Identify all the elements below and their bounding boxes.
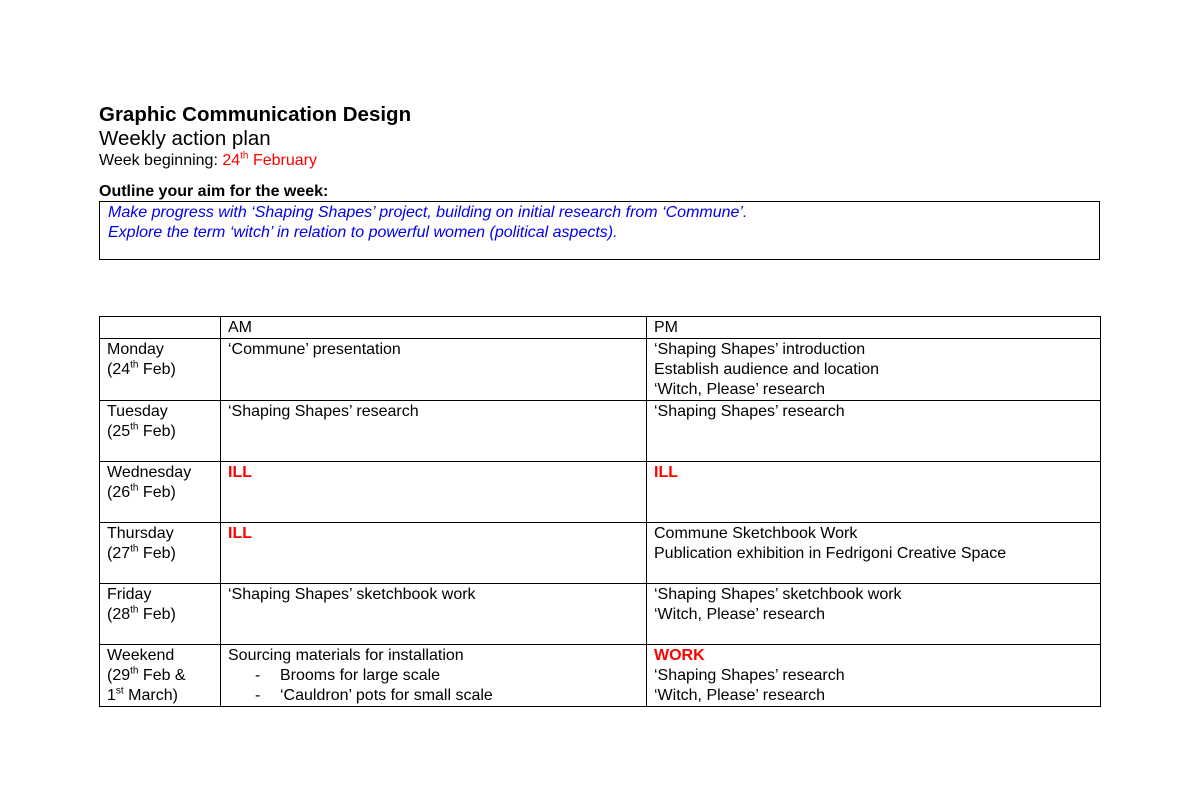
day-cell: Weekend (29th Feb & 1st March) [100, 645, 221, 707]
aim-box [99, 201, 1100, 260]
table-row [100, 523, 1101, 584]
table-row [100, 645, 1101, 707]
pm-cell: ‘Shaping Shapes’ sketchbook work ‘Witch, Please’ research [647, 584, 1101, 645]
ill-flag: ILL [228, 525, 252, 542]
day-cell: Monday (24th Feb) [100, 339, 221, 401]
aim-label: Outline your aim for the week: [99, 183, 329, 200]
ill-flag: ILL [654, 464, 678, 481]
am-cell [221, 462, 647, 523]
page-subtitle: Weekly action plan [99, 127, 271, 150]
pm-cell [647, 462, 1101, 523]
pm-cell: Commune Sketchbook Work Publication exhibition in Fedrigoni Creative Space [647, 523, 1101, 584]
aim-line: Explore the term ‘witch’ in relation to powerful women (political aspects). [108, 224, 618, 241]
am-cell: Sourcing materials for installation - Brooms for large scale - ‘Cauldron’ pots for small scale [221, 645, 647, 707]
am-cell: ‘Shaping Shapes’ research [221, 401, 647, 462]
day-cell: Friday (28th Feb) [100, 584, 221, 645]
aim-line: Make progress with ‘Shaping Shapes’ project, building on initial research from ‘Commune’. [108, 204, 748, 221]
pm-cell: ‘Shaping Shapes’ introduction Establish audience and location ‘Witch, Please’ research [647, 339, 1101, 401]
am-cell [221, 523, 647, 584]
table-row [100, 339, 1101, 401]
table-row [100, 462, 1101, 523]
am-cell: ‘Commune’ presentation [221, 339, 647, 401]
table-header-row [100, 317, 1101, 339]
header-cell-day [100, 317, 221, 339]
document-header [99, 103, 1100, 260]
header-cell-pm: PM [647, 317, 1101, 339]
ill-flag: ILL [228, 464, 252, 481]
weekly-plan-table [99, 316, 1101, 707]
pm-cell: ‘Shaping Shapes’ research [647, 401, 1101, 462]
pm-cell: WORK ‘Shaping Shapes’ research ‘Witch, Please’ research [647, 645, 1101, 707]
table-row [100, 584, 1101, 645]
day-cell: Wednesday (26th Feb) [100, 462, 221, 523]
week-date: 24th February [222, 150, 317, 169]
list-item: - ‘Cauldron’ pots for small scale [255, 687, 493, 704]
page-title: Graphic Communication Design [99, 103, 412, 126]
header-cell-am: AM [221, 317, 647, 339]
list-item: - Brooms for large scale [255, 667, 441, 684]
table-row [100, 401, 1101, 462]
week-label: Week beginning: [99, 152, 218, 169]
week-beginning [99, 151, 1100, 170]
work-flag: WORK [654, 647, 705, 664]
day-cell: Thursday (27th Feb) [100, 523, 221, 584]
day-cell: Tuesday (25th Feb) [100, 401, 221, 462]
am-cell: ‘Shaping Shapes’ sketchbook work [221, 584, 647, 645]
